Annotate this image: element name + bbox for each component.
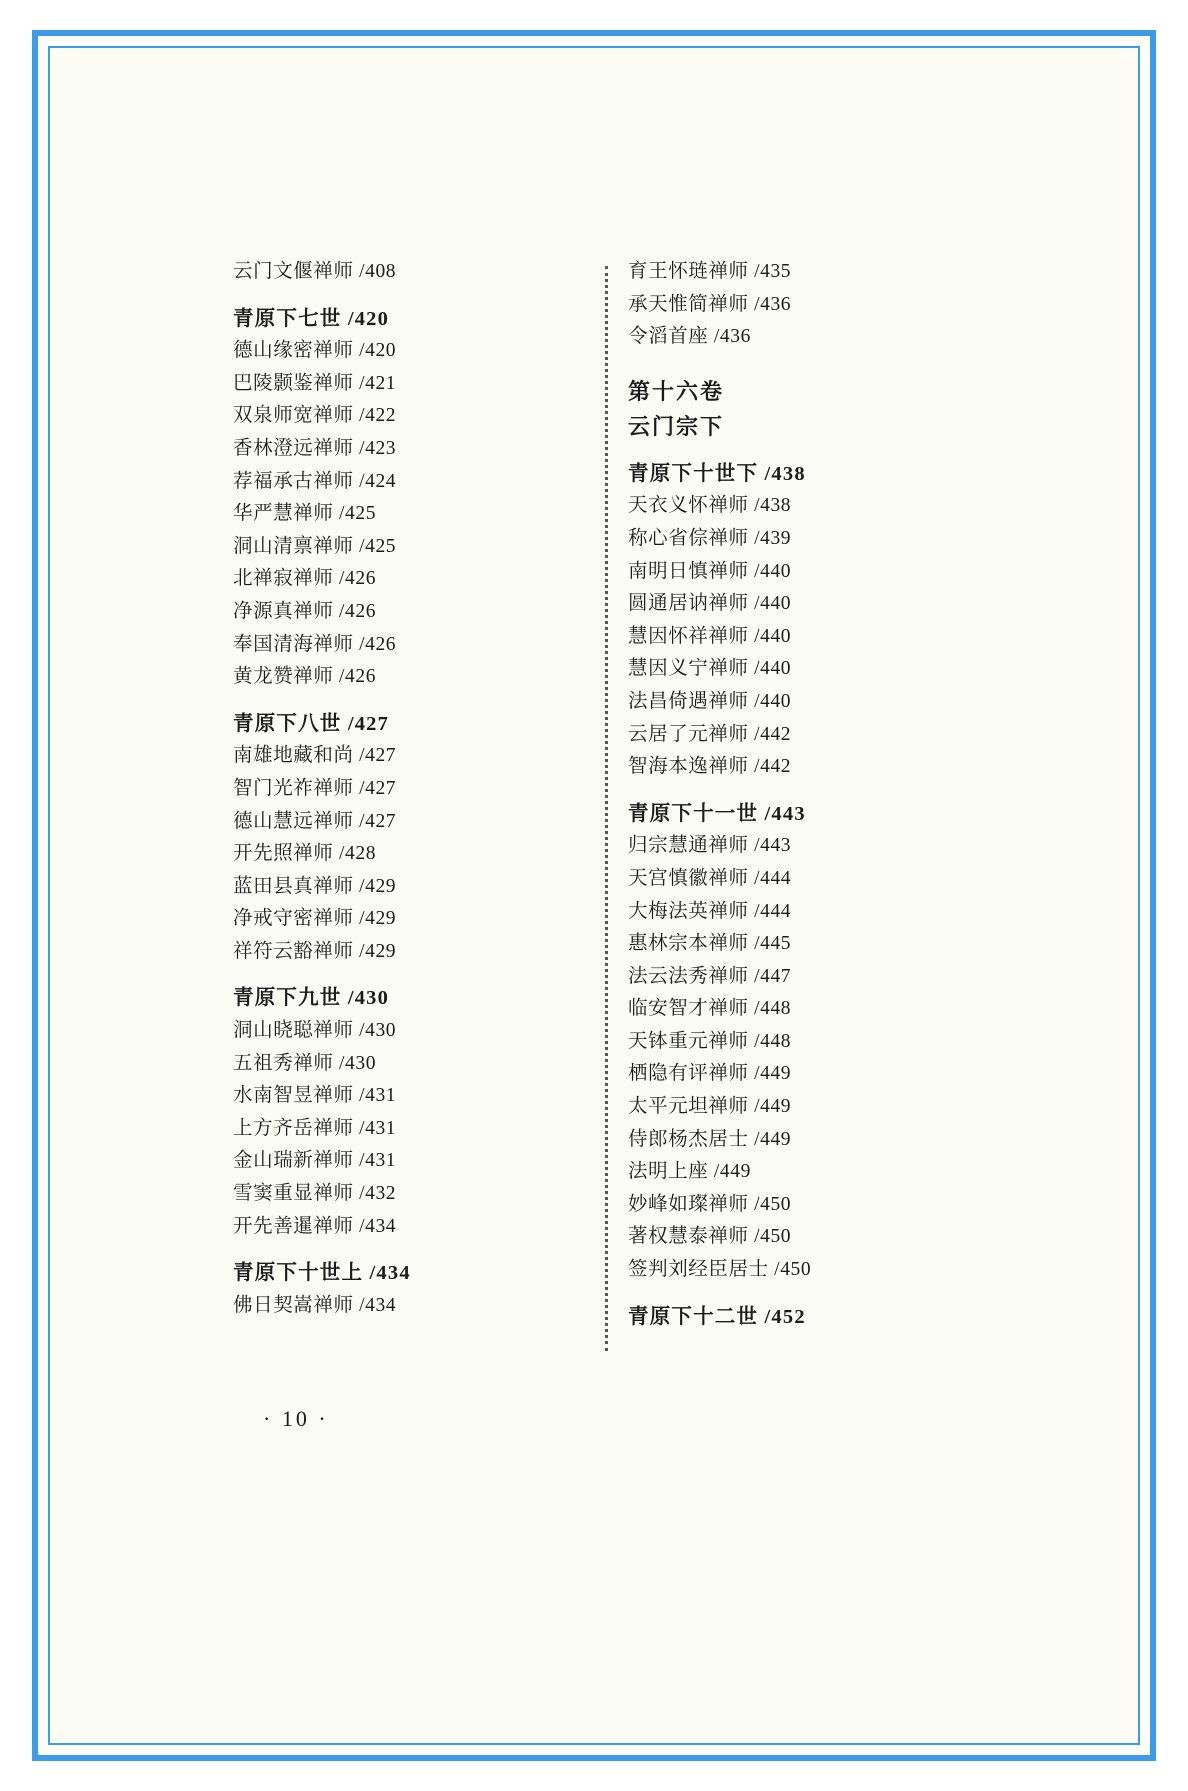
toc-left-entry[interactable]: 开先善暹禅师 /434 bbox=[233, 1215, 397, 1237]
toc-left-entry[interactable]: 双泉师宽禅师 /422 bbox=[233, 405, 397, 427]
toc-left-entry[interactable]: 佛日契嵩禅师 /434 bbox=[233, 1294, 397, 1316]
toc-right-entry[interactable]: 第十六卷 bbox=[628, 378, 725, 404]
toc-left-entry[interactable]: 云门文偃禅师 /408 bbox=[233, 261, 397, 282]
toc-left-entry[interactable]: 雪窦重显禅师 /432 bbox=[233, 1183, 397, 1205]
toc-right-entry[interactable]: 法昌倚遇禅师 /440 bbox=[628, 690, 792, 712]
toc-right-entry[interactable]: 青原下十二世 /452 bbox=[628, 1305, 806, 1328]
toc-right-entry[interactable]: 惠林宗本禅师 /445 bbox=[628, 933, 792, 955]
toc-left-entry[interactable]: 荐福承古禅师 /424 bbox=[233, 470, 397, 492]
toc-right-entry[interactable]: 育王怀琏禅师 /435 bbox=[628, 261, 792, 282]
toc-right-entry[interactable]: 天钵重元禅师 /448 bbox=[628, 1030, 792, 1052]
toc-right-entry[interactable]: 智海本逸禅师 /442 bbox=[628, 756, 792, 778]
decorative-border-inner bbox=[48, 46, 1140, 1745]
toc-right-entry[interactable]: 临安智才禅师 /448 bbox=[628, 998, 792, 1020]
toc-right-entry[interactable]: 青原下十世下 /438 bbox=[628, 462, 806, 485]
toc-right-entry[interactable]: 法云法秀禅师 /447 bbox=[628, 965, 792, 987]
toc-right-entry[interactable]: 令滔首座 /436 bbox=[628, 326, 751, 348]
toc-right-entry[interactable]: 归宗慧通禅师 /443 bbox=[628, 835, 792, 857]
toc-right-entry[interactable]: 法明上座 /449 bbox=[628, 1161, 751, 1183]
toc-left-entry[interactable]: 德山慧远禅师 /427 bbox=[233, 810, 397, 832]
toc-column-left bbox=[233, 256, 563, 1322]
toc-left-entry[interactable]: 青原下九世 /430 bbox=[233, 987, 390, 1010]
toc-right-entry[interactable]: 称心省倧禅师 /439 bbox=[628, 527, 792, 549]
toc-right-entry[interactable]: 签判刘经臣居士 /450 bbox=[628, 1259, 812, 1281]
toc-left-entry[interactable]: 智门光祚禅师 /427 bbox=[233, 777, 397, 799]
toc-right-entry[interactable]: 天衣义怀禅师 /438 bbox=[628, 495, 792, 517]
decorative-border-outer bbox=[32, 30, 1156, 1761]
toc-left-entry[interactable]: 北禅寂禅师 /426 bbox=[233, 568, 377, 590]
toc-left-entry[interactable]: 祥符云豁禅师 /429 bbox=[233, 940, 397, 962]
toc-right-entry[interactable]: 著权慧泰禅师 /450 bbox=[628, 1226, 792, 1248]
toc-left-entry[interactable]: 德山缘密禅师 /420 bbox=[233, 340, 397, 362]
toc-right-entry[interactable]: 圆通居讷禅师 /440 bbox=[628, 593, 792, 615]
toc-left-entry[interactable]: 洞山清禀禅师 /425 bbox=[233, 535, 397, 557]
toc-right-entry[interactable]: 侍郎杨杰居士 /449 bbox=[628, 1128, 792, 1150]
toc-right-entry[interactable]: 大梅法英禅师 /444 bbox=[628, 900, 792, 922]
toc-right-entry[interactable]: 慧因怀祥禅师 /440 bbox=[628, 625, 792, 647]
page-number: · 10 · bbox=[263, 1406, 329, 1431]
toc-left-entry[interactable]: 蓝田县真禅师 /429 bbox=[233, 875, 397, 897]
toc-right-entry[interactable]: 妙峰如璨禅师 /450 bbox=[628, 1193, 792, 1215]
toc-left-entry[interactable]: 水南智昱禅师 /431 bbox=[233, 1085, 397, 1107]
toc-columns bbox=[68, 66, 1120, 1725]
toc-left-entry[interactable]: 南雄地藏和尚 /427 bbox=[233, 745, 397, 767]
toc-left-entry[interactable]: 净源真禅师 /426 bbox=[233, 600, 377, 622]
toc-right-entry[interactable]: 天宫慎徽禅师 /444 bbox=[628, 867, 792, 889]
toc-left-entry[interactable]: 香林澄远禅师 /423 bbox=[233, 437, 397, 459]
toc-left-entry[interactable]: 青原下八世 /427 bbox=[233, 712, 390, 735]
toc-left-entry[interactable]: 黄龙赞禅师 /426 bbox=[233, 666, 377, 688]
toc-left-entry[interactable]: 巴陵颢鉴禅师 /421 bbox=[233, 372, 397, 394]
toc-left-entry[interactable]: 奉国清海禅师 /426 bbox=[233, 633, 397, 655]
page-content bbox=[68, 66, 1120, 1725]
toc-right-entry[interactable]: 栖隐有评禅师 /449 bbox=[628, 1063, 792, 1085]
toc-left-entry[interactable]: 开先照禅师 /428 bbox=[233, 843, 377, 865]
toc-right-entry[interactable]: 太平元坦禅师 /449 bbox=[628, 1096, 792, 1118]
toc-left-entry[interactable]: 上方齐岳禅师 /431 bbox=[233, 1117, 397, 1139]
toc-left-entry[interactable]: 青原下十世上 /434 bbox=[233, 1262, 411, 1285]
toc-left-entry[interactable]: 洞山晓聪禅师 /430 bbox=[233, 1020, 397, 1042]
toc-right-entry[interactable]: 南明日慎禅师 /440 bbox=[628, 560, 792, 582]
toc-left-entry[interactable]: 五祖秀禅师 /430 bbox=[233, 1052, 377, 1074]
toc-left-entry[interactable]: 华严慧禅师 /425 bbox=[233, 503, 377, 525]
toc-right-entry[interactable]: 云居了元禅师 /442 bbox=[628, 723, 792, 745]
toc-right-entry[interactable]: 云门宗下 bbox=[628, 413, 725, 439]
toc-right-entry[interactable]: 承天惟简禅师 /436 bbox=[628, 293, 792, 315]
toc-column-right bbox=[628, 256, 958, 1333]
toc-left-entry[interactable]: 金山瑞新禅师 /431 bbox=[233, 1150, 397, 1172]
toc-left-entry[interactable]: 净戒守密禅师 /429 bbox=[233, 908, 397, 930]
toc-right-entry[interactable]: 慧因义宁禅师 /440 bbox=[628, 658, 792, 680]
toc-right-entry[interactable]: 青原下十一世 /443 bbox=[628, 802, 806, 825]
toc-left-entry[interactable]: 青原下七世 /420 bbox=[233, 307, 390, 330]
